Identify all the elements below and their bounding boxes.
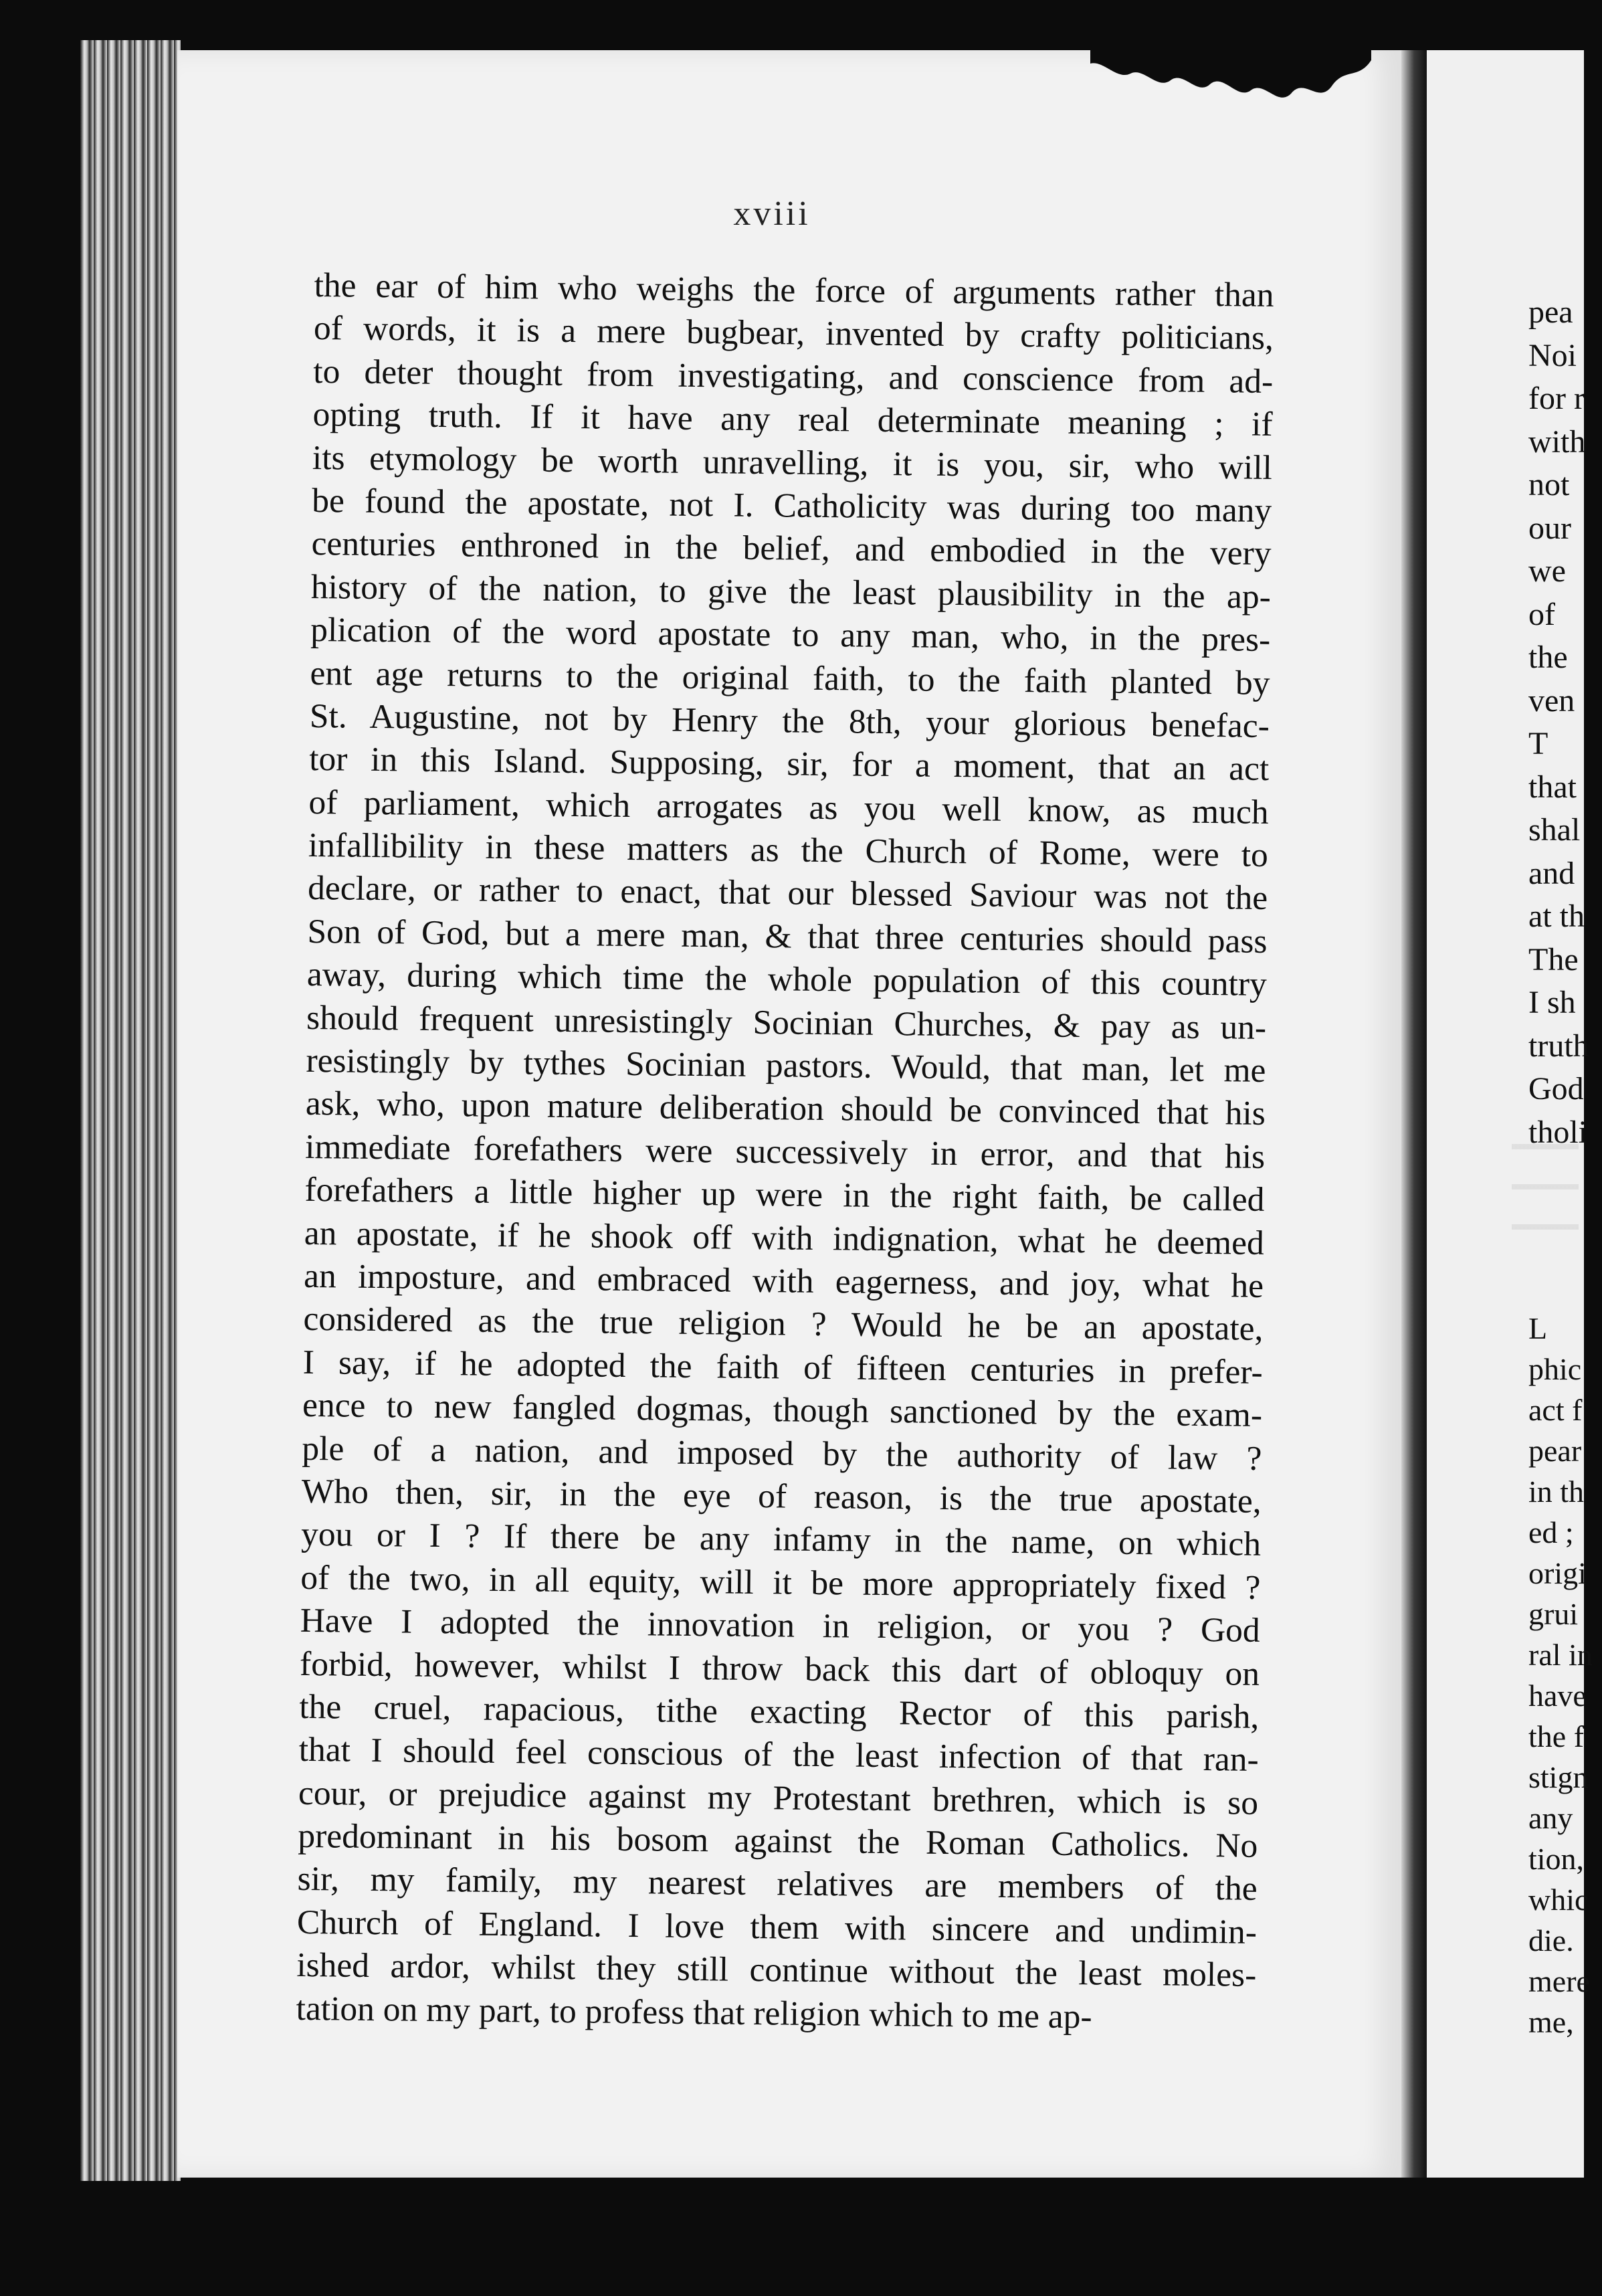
text-line: centuries enthroned in the belief, and embodied in the very bbox=[311, 524, 1272, 573]
text-line: tation on my part, to profess that religion which to me ap- bbox=[296, 1989, 1092, 2036]
right-page-fragment: Noi bbox=[1528, 337, 1577, 373]
text-line: predominant in his bosom against the Roman Catholics. No bbox=[298, 1816, 1258, 1865]
text-line: the ear of him who weighs the force of arguments rather than bbox=[314, 266, 1274, 315]
right-page-fragment: we bbox=[1528, 553, 1566, 589]
text-line: Who then, sir, in the eye of reason, is the true apostate, bbox=[301, 1472, 1262, 1521]
page-gutter bbox=[1401, 50, 1427, 2178]
text-line: history of the nation, to give the least plausibility in the ap- bbox=[310, 567, 1272, 616]
text-line: plication of the word apostate to any man, who, in the pres- bbox=[310, 611, 1271, 660]
text-line: ished ardor, whilst they still continue without the least moles- bbox=[296, 1946, 1257, 1995]
text-line: to deter thought from investigating, and conscience from ad- bbox=[313, 352, 1274, 401]
text-line: Son of God, but a mere man, & that three centuries should pass bbox=[307, 912, 1268, 961]
text-line: opting truth. If it have any real determinate meaning ; if bbox=[312, 395, 1273, 444]
text-line: St. Augustine, not by Henry the 8th, your glorious benefac- bbox=[309, 696, 1270, 745]
right-page-fragment: God bbox=[1528, 1071, 1584, 1107]
text-line: resistingly by tythes Socinian pastors. Would, that man, let me bbox=[306, 1041, 1266, 1090]
book-binding-edge bbox=[80, 40, 181, 2181]
right-page-fragment: ral in bbox=[1528, 1638, 1593, 1672]
text-line: sir, my family, my nearest relatives are members of the bbox=[297, 1860, 1258, 1909]
right-page-fragment: of bbox=[1528, 596, 1555, 632]
right-page-fragment: ed ; bbox=[1528, 1515, 1574, 1549]
right-page-fragment: that bbox=[1528, 769, 1577, 805]
right-page-fragment: in th bbox=[1528, 1474, 1585, 1509]
text-line: of words, it is a mere bugbear, invented by crafty politicians, bbox=[313, 309, 1274, 358]
torn-edge-damage bbox=[1090, 40, 1371, 107]
right-page-fragment: have bbox=[1528, 1679, 1587, 1713]
right-page-fragment: origi bbox=[1528, 1556, 1587, 1590]
text-line: ence to new fangled dogmas, though sanctioned by the exam- bbox=[302, 1386, 1263, 1435]
text-line: its etymology be worth unravelling, it is you, sir, who will bbox=[312, 438, 1273, 487]
right-page-fragment: stign bbox=[1528, 1760, 1589, 1794]
right-page-fragment: for r bbox=[1528, 381, 1585, 416]
page-number: xviii bbox=[733, 195, 811, 233]
text-line: the cruel, rapacious, tithe exacting Rector of this parish, bbox=[299, 1687, 1260, 1736]
text-line: considered as the true religion ? Would he be an apostate, bbox=[303, 1300, 1264, 1349]
text-line: ask, who, upon mature deliberation should be convinced that his bbox=[305, 1084, 1266, 1133]
right-page-fragment: ven bbox=[1528, 682, 1575, 719]
text-line: should frequent unresistingly Socinian Churches, & pay as un- bbox=[306, 998, 1267, 1047]
right-page-fragment: tholi bbox=[1528, 1114, 1588, 1150]
text-line: declare, or rather to enact, that our blessed Saviour was not the bbox=[307, 869, 1268, 918]
text-line: ent age returns to the original faith, to the faith planted by bbox=[310, 654, 1270, 702]
text-line: forbid, however, whilst I throw back this dart of obloquy on bbox=[299, 1644, 1260, 1693]
right-page-fragment: me, bbox=[1528, 2005, 1574, 2039]
text-line: of the two, in all equity, will it be more appropriately fixed ? bbox=[300, 1558, 1261, 1607]
right-page-fragment: whic bbox=[1528, 1883, 1589, 1917]
right-page-fragment: the f bbox=[1528, 1719, 1585, 1753]
text-line: an imposture, and embraced with eagerness, and joy, what he bbox=[303, 1256, 1264, 1305]
text-line: cour, or prejudice against my Protestant brethren, which is so bbox=[298, 1774, 1259, 1822]
right-page-fragment: mere bbox=[1528, 1964, 1590, 1998]
right-page-fragment: pea bbox=[1528, 294, 1573, 330]
right-page-fragments-upper bbox=[1528, 291, 1602, 1154]
text-line: ple of a nation, and imposed by the authority of law ? bbox=[302, 1429, 1262, 1478]
body-text bbox=[296, 264, 1274, 2040]
right-page-fragment: act f bbox=[1528, 1393, 1583, 1427]
right-page-fragment: grui bbox=[1528, 1597, 1579, 1631]
text-line: that I should feel conscious of the least infection of that ran- bbox=[298, 1731, 1259, 1780]
right-page-fragment: pear bbox=[1528, 1434, 1582, 1468]
text-line: be found the apostate, not I. Catholicity was during too many bbox=[312, 481, 1272, 530]
right-page-fragment: phic bbox=[1528, 1352, 1582, 1386]
right-page-fragment: not bbox=[1528, 467, 1570, 502]
text-line: infallibility in these matters as the Church of Rome, were to bbox=[308, 826, 1269, 875]
text-line: Church of England. I love them with sincere and undimin- bbox=[296, 1903, 1258, 1951]
text-line: of parliament, which arrogates as you well know, as much bbox=[308, 783, 1269, 832]
right-page-fragment: any bbox=[1528, 1801, 1573, 1835]
text-line: tor in this Island. Supposing, sir, for a moment, that an act bbox=[308, 740, 1270, 789]
right-page-fragment: and bbox=[1528, 855, 1575, 891]
right-page-fragment: our bbox=[1528, 510, 1571, 546]
right-page-fragment: I sh bbox=[1528, 985, 1576, 1020]
text-line: Have I adopted the innovation in religion, or you ? God bbox=[300, 1601, 1260, 1650]
text-line: forefathers a little higher up were in the right faith, be called bbox=[304, 1171, 1265, 1220]
text-line: away, during which time the whole population of this country bbox=[306, 955, 1268, 1004]
right-page-fragment: shal bbox=[1528, 812, 1581, 848]
right-page-fragment: T bbox=[1528, 726, 1548, 761]
right-page-fragment: The bbox=[1528, 941, 1579, 977]
right-page-fragment: the bbox=[1528, 640, 1568, 675]
text-line: immediate forefathers were successively in error, and that his bbox=[304, 1127, 1266, 1176]
right-page-fragment: tion, bbox=[1528, 1842, 1585, 1876]
right-page-fragment: L bbox=[1528, 1311, 1548, 1345]
right-page-fragment: die. bbox=[1528, 1923, 1574, 1957]
text-line: an apostate, if he shook off with indignation, what he deemed bbox=[304, 1214, 1265, 1262]
right-page-fragment: with bbox=[1528, 423, 1586, 460]
right-page-fragments-lower bbox=[1528, 1308, 1602, 2042]
faint-bleed-through bbox=[1512, 1144, 1579, 1231]
right-page-fragment: at th bbox=[1528, 898, 1585, 934]
text-line: you or I ? If there be any infamy in the name, on which bbox=[300, 1515, 1262, 1564]
right-page-fragment: truth bbox=[1528, 1028, 1589, 1064]
text-line: I say, if he adopted the faith of fifteen centuries in prefer- bbox=[302, 1343, 1264, 1392]
